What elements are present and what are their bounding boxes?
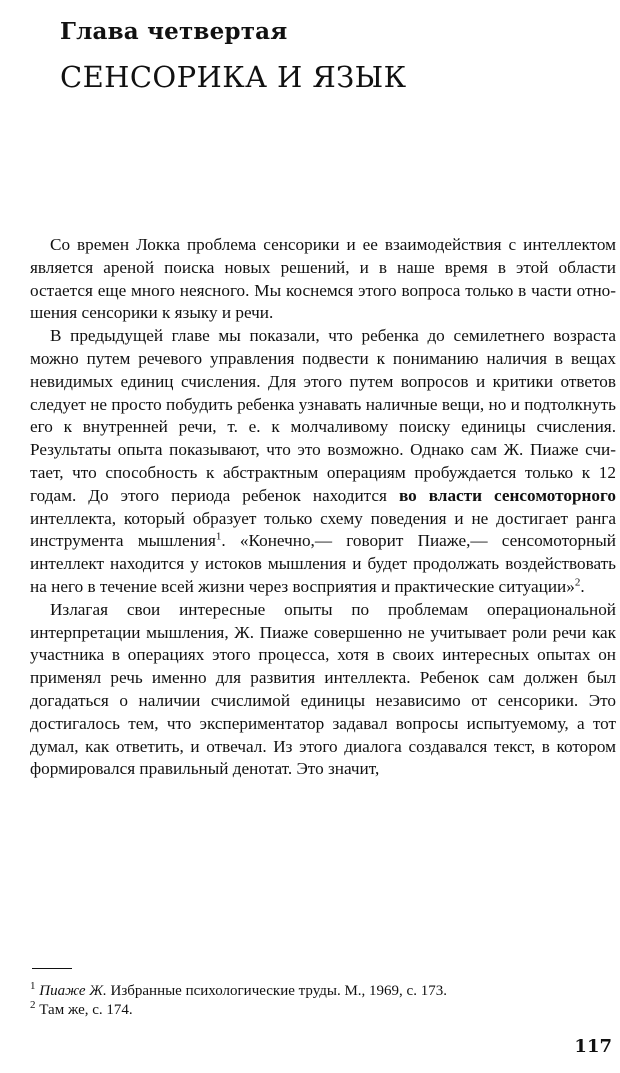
body-text [30,234,616,781]
paragraph-2-part-e: . [580,576,585,596]
footnote-1 [30,982,616,1001]
page-number: 117 [574,1036,612,1057]
chapter-title: СЕНСОРИКА И ЯЗЫК [60,60,407,94]
paragraph-2 [30,325,616,599]
footnote-divider [32,968,72,969]
footnote-mark-2: 2 [30,999,36,1011]
paragraph-1: Со времен Локка проблема сенсорики и ее взаимодействия с интеллектом является ареной поиска новых решений, и в наше время в этой области остается еще много неясного. Мы коснемся этого вопроса только в части отношения сенсорики к языку и речи. [30,235,616,323]
footnote-2-text: Там же, с. 174. [35,1002,133,1018]
footnotes [30,982,616,1020]
paragraph-2-part-d: . «Конечно,— говорит Пиаже,— сенсомоторный интеллект находится у истоков мышления и будет продолжать воздействовать на него в течение всей жизни через восприятия и практические ситуации» [30,531,616,596]
paragraph-2-part-a: В предыдущей главе мы показали, что ребенка до семилетнего возраста можно путем речевого управления подвести к пониманию наличия в вещах невидимых единиц счисления. Для этого путем вопросов и критики ответов следует не просто побудить ребенка узнавать наличные вещи, но и подтолкнуть его к внутренней речи, т. е. к молчаливому поиску единицы счисления. Результаты опыта показывают, что это возможно. Однако сам Ж. Пиаже считает, что способность к абстрактным операциям пробуждается только к 12 годам. До этого периода ребенок находится [30,326,616,505]
footnote-mark-1: 1 [30,980,36,992]
footnote-ref-2: 2 [574,576,581,589]
paragraph-3: Излагая свои интересные опыты по проблемам операциональной интерпретации мышления, Ж. Пиаже совершенно не учитывает роли речи как участника в операциях этого процесса, хотя в своих интересных опытах он применял речь именно для развития интеллекта. Ребенок сам должен был догадаться о наличии счислимой единицы независимо от сенсорики. Это достигалось тем, что экспериментатор задавал вопросы испытуемому, а тот думал, как ответить, и отвечал. Из этого диалога создавался текст, в котором формировался правильный денотат. Это значит, [30,599,616,779]
footnote-ref-1: 1 [215,530,222,543]
footnote-2 [30,1001,616,1020]
bold-phrase: во власти сенсомоторного [398,485,616,505]
footnote-1-text: Избранные психологические труды. М., 1969, с. 173. [106,983,447,999]
chapter-label: Глава четвертая [60,18,288,45]
footnote-1-author: Пиаже Ж. [39,983,107,999]
paragraph-2-part-c: интеллекта, который образует только схему поведения и не достигает ранга инструмента мышления [30,508,616,551]
